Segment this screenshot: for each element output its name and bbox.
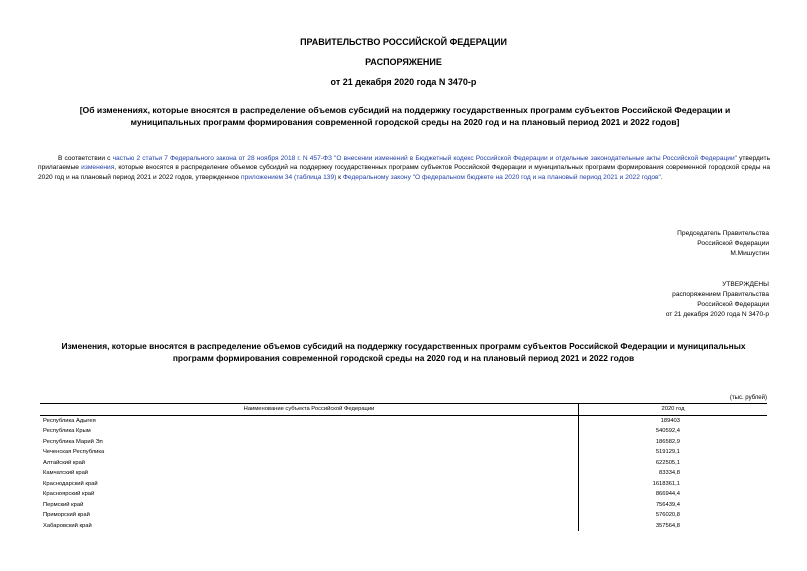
- column-header-year: 2020 год: [579, 404, 768, 416]
- signature-position-line2: Российской Федерации: [697, 240, 769, 247]
- approval-line3: от 21 декабря 2020 года N 3470-р: [665, 311, 769, 318]
- value-cell: 189403: [660, 417, 680, 424]
- paragraph-text-1: В соответствии с: [58, 155, 113, 162]
- value-cell: 186582,9: [655, 438, 680, 445]
- region-cell: Краснодарский край: [40, 479, 579, 490]
- value-cell: 756439,4: [655, 501, 680, 508]
- approval-title: УТВЕРЖДЕНЫ: [722, 281, 769, 288]
- region-cell: Пермский край: [40, 500, 579, 511]
- federal-law-457-link[interactable]: частью 2 статьи 7 Федерального закона от 28 ноября 2018 г. N 457-ФЗ "О внесении изменений в Бюджетный кодекс Российской Федерации и отдельные законодательные акты Российской Федерации": [112, 155, 737, 162]
- document-type-heading: РАСПОРЯЖЕНИЕ: [365, 57, 442, 67]
- approval-block: [666, 280, 769, 320]
- table-row: [40, 510, 767, 521]
- main-paragraph: [38, 154, 770, 182]
- table-row: [40, 489, 767, 500]
- table-row: [40, 426, 767, 437]
- region-cell: Республика Крым: [40, 426, 579, 437]
- value-cell: 519129,1: [655, 449, 680, 455]
- region-cell: Чеченская Республика: [40, 447, 579, 458]
- table-row: [40, 500, 767, 511]
- document-date-number: от 21 декабря 2020 года N 3470-р: [330, 77, 477, 87]
- changes-link[interactable]: изменения: [81, 164, 115, 172]
- region-cell: Республика Адыгея: [40, 415, 579, 426]
- table-row: [40, 479, 767, 490]
- region-cell: Республика Марий Эл: [40, 437, 579, 448]
- value-cell: 1618361,1: [652, 480, 680, 487]
- region-cell: Камчатский край: [40, 468, 579, 479]
- changes-title: Изменения, которые вносятся в распределение объемов субсидий на поддержку государственных программ субъектов Российской Федерации и муниципальных программ формирования современной городской среды на 2020 год и на плановый период 2021 и 2022 годов: [61, 341, 746, 363]
- subsidy-table: [40, 403, 767, 531]
- approval-line2: Российской Федерации: [697, 301, 769, 308]
- paragraph-text-2: утвердить прилагаемые: [38, 155, 771, 172]
- paragraph-text-4: к: [336, 173, 343, 181]
- region-cell: Хабаровский край: [40, 521, 579, 532]
- table-row: [40, 437, 767, 448]
- table-row: [40, 447, 767, 458]
- region-cell: Алтайский край: [40, 458, 579, 469]
- region-cell: Красноярский край: [40, 489, 579, 500]
- table-units: (тыс. рублей): [729, 395, 767, 401]
- table-header-row: [40, 404, 767, 416]
- government-heading: ПРАВИТЕЛЬСТВО РОССИЙСКОЙ ФЕДЕРАЦИИ: [300, 37, 507, 47]
- value-cell: 357564,8: [655, 522, 680, 529]
- value-cell: 83334,8: [659, 470, 680, 476]
- value-cell: 866944,4: [655, 491, 680, 497]
- region-cell: Приморский край: [40, 510, 579, 521]
- column-header-region: Наименование субъекта Российской Федерации: [40, 404, 579, 416]
- table-row: [40, 521, 767, 532]
- table-row: [40, 415, 767, 426]
- signature-position-line1: Председатель Правительства: [677, 230, 769, 237]
- signature-name: М.Мишустин: [730, 250, 769, 257]
- value-cell: 540592,4: [655, 428, 680, 434]
- table-row: [40, 468, 767, 479]
- table-row: [40, 458, 767, 469]
- federal-budget-law-link[interactable]: Федеральному закону "О федеральном бюджете на 2020 год и на плановый период 2021 и 2022 годов": [342, 173, 661, 181]
- approval-line1: распоряжением Правительства: [672, 291, 769, 298]
- paragraph-text-5: .: [660, 173, 663, 181]
- document-subject: [Об изменениях, которые вносятся в распределение объемов субсидий на поддержку государственных программ субъектов Российской Федерации и муниципальных программ формирования современной городской среды на 2020 год и на плановый период 2021 и 2022 годов]: [79, 105, 731, 127]
- signature-block: [677, 229, 769, 259]
- appendix-34-link[interactable]: приложением 34 (таблица 139): [241, 173, 337, 181]
- value-cell: 576020,8: [655, 512, 680, 518]
- paragraph-text-3: , которые вносятся в распределение объемов субсидий на поддержку государственных программ субъектов Российской Федерации и муниципальных программ формирования современной городской среды на 2020 год и на плановый период 2021 и 2022 годов, утвержденное: [38, 164, 770, 181]
- value-cell: 622505,1: [655, 459, 680, 466]
